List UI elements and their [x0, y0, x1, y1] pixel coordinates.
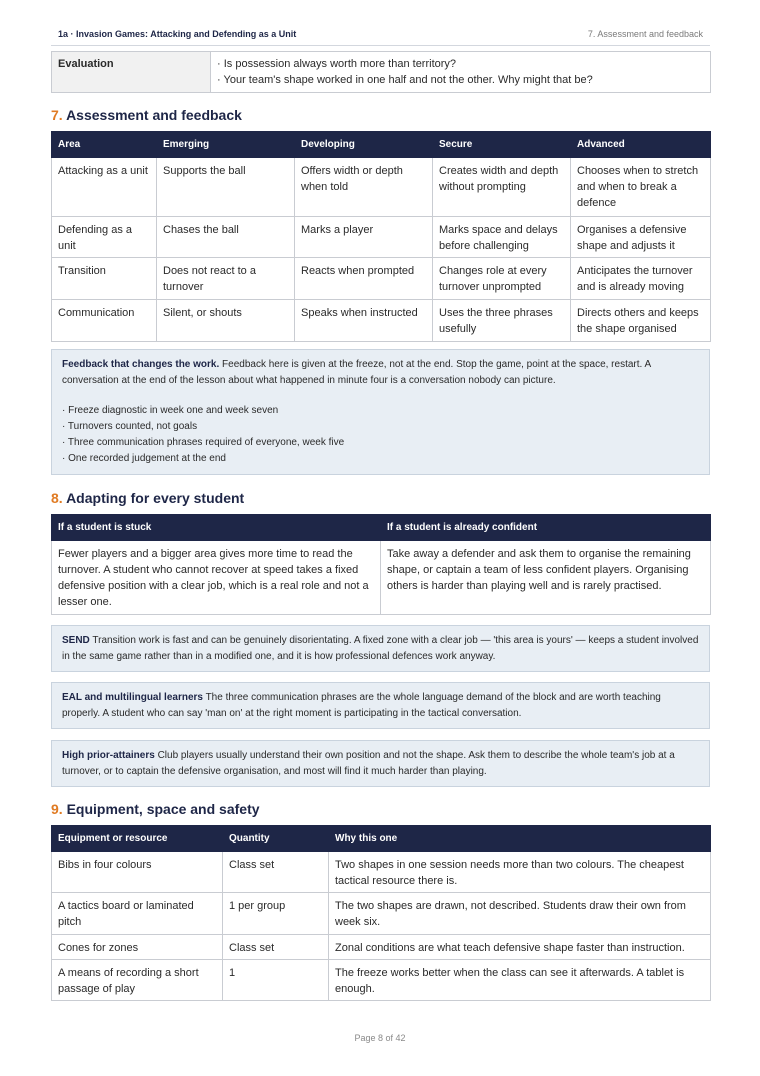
section-heading-assessment [51, 107, 242, 123]
feedback-callout [51, 349, 710, 475]
column-header: If a student is already confident [381, 515, 711, 541]
table-cell: Supports the ball [157, 158, 295, 217]
table-cell: Reacts when prompted [295, 258, 433, 300]
list-item: · One recorded judgement at the end [62, 453, 226, 464]
send-callout [51, 625, 710, 672]
table-cell: The freeze works better when the class can see it afterwards. A tablet is enough. [329, 960, 711, 1001]
list-item: · Three communication phrases required of everyone, week five [62, 437, 345, 448]
feedback-paragraph [62, 357, 699, 389]
list-item: · Freeze diagnostic in week one and week seven [62, 405, 279, 416]
header-divider [51, 45, 710, 46]
evaluation-label: Evaluation [52, 52, 211, 93]
table-row [52, 158, 711, 217]
column-header: Quantity [223, 826, 329, 852]
running-header-section: 7. Assessment and feedback [587, 29, 703, 39]
evaluation-content [211, 52, 711, 93]
table-row [52, 541, 711, 615]
table-row [52, 300, 711, 342]
evaluation-question: · Your team's shape worked in one half and not the other. Why might that be? [217, 74, 593, 86]
section-heading-equipment [51, 801, 260, 817]
callout-text: Club players usually understand their own position and not the shape. Ask them to describe the whole team's job at a turnover, or to captain the defensive organisation, and most will find it much harder than playing. [62, 750, 675, 777]
table-cell: Cones for zones [52, 935, 223, 960]
table-row [52, 258, 711, 300]
column-header: Emerging [157, 132, 295, 158]
table-row [52, 52, 711, 93]
table-cell: Chooses when to stretch and when to break a defence [571, 158, 711, 217]
high-attainers-callout [51, 740, 710, 787]
table-row [52, 852, 711, 893]
evaluation-question: · Is possession always worth more than territory? [217, 58, 457, 70]
table-cell: Chases the ball [157, 217, 295, 258]
section-number: 8. [51, 490, 63, 506]
section-title: Assessment and feedback [66, 107, 242, 123]
table-header-row [52, 132, 711, 158]
section-heading-adapting [51, 490, 244, 506]
adapting-table [51, 514, 711, 615]
column-header: Advanced [571, 132, 711, 158]
table-cell: Two shapes in one session needs more than two colours. The cheapest tactical resource there is. [329, 852, 711, 893]
table-cell: Speaks when instructed [295, 300, 433, 342]
column-header: Equipment or resource [52, 826, 223, 852]
table-cell: Creates width and depth without prompting [433, 158, 571, 217]
table-cell: Uses the three phrases usefully [433, 300, 571, 342]
callout-lead: High prior-attainers [62, 750, 155, 761]
table-cell: Changes role at every turnover unprompted [433, 258, 571, 300]
table-cell: Zonal conditions are what teach defensive shape faster than instruction. [329, 935, 711, 960]
column-header: Secure [433, 132, 571, 158]
table-row [52, 935, 711, 960]
section-title: Equipment, space and safety [66, 801, 260, 817]
column-header: If a student is stuck [52, 515, 381, 541]
callout-lead: EAL and multilingual learners [62, 692, 203, 703]
table-cell: Class set [223, 852, 329, 893]
callout-lead: SEND [62, 635, 90, 646]
table-cell: Offers width or depth when told [295, 158, 433, 217]
table-row [52, 960, 711, 1001]
section-number: 9. [51, 801, 63, 817]
callout-text: The three communication phrases are the whole language demand of the block and are worth teaching properly. A student who can say 'man on' at the right moment is participating in the tactical conversation. [62, 692, 661, 719]
eal-callout [51, 682, 710, 729]
table-cell: Does not react to a turnover [157, 258, 295, 300]
column-header: Why this one [329, 826, 711, 852]
table-cell: Take away a defender and ask them to organise the remaining shape, or captain a team of less confident players. Organising others is harder than playing well and is rarely practised. [381, 541, 711, 615]
table-cell: 1 [223, 960, 329, 1001]
table-cell: 1 per group [223, 893, 329, 935]
table-cell: Transition [52, 258, 157, 300]
column-header: Area [52, 132, 157, 158]
table-row [52, 893, 711, 935]
evaluation-table [51, 51, 711, 93]
table-cell: Class set [223, 935, 329, 960]
table-cell: Marks a player [295, 217, 433, 258]
callout-lead: Feedback that changes the work. [62, 359, 220, 370]
table-cell: A tactics board or laminated pitch [52, 893, 223, 935]
assessment-table [51, 131, 711, 342]
page-number: Page 8 of 42 [354, 1033, 406, 1043]
section-number: 7. [51, 107, 63, 123]
column-header: Developing [295, 132, 433, 158]
table-cell: Defending as a unit [52, 217, 157, 258]
list-item: · Turnovers counted, not goals [62, 421, 198, 432]
table-header-row [52, 515, 711, 541]
table-cell: Marks space and delays before challenging [433, 217, 571, 258]
section-title: Adapting for every student [66, 490, 245, 506]
table-cell: Communication [52, 300, 157, 342]
table-cell: Organises a defensive shape and adjusts it [571, 217, 711, 258]
running-header [51, 29, 710, 43]
table-cell: Fewer players and a bigger area gives more time to read the turnover. A student who cannot recover at speed takes a fixed defensive position with a clear job, which is a real role and not a lesser one. [52, 541, 381, 615]
table-cell: The two shapes are drawn, not described. Students draw their own from week six. [329, 893, 711, 935]
callout-text: Transition work is fast and can be genuinely disorientating. A fixed zone with a clear job — 'this area is yours' — keeps a student involved in the same game rather than in a modified one, and it is how professional defences work anyway. [62, 635, 699, 662]
table-cell: Bibs in four colours [52, 852, 223, 893]
table-cell: A means of recording a short passage of play [52, 960, 223, 1001]
equipment-table [51, 825, 711, 1001]
table-cell: Silent, or shouts [157, 300, 295, 342]
table-row [52, 217, 711, 258]
table-header-row [52, 826, 711, 852]
table-cell: Anticipates the turnover and is already moving [571, 258, 711, 300]
table-cell: Attacking as a unit [52, 158, 157, 217]
callout-text: Feedback here is given at the freeze, not at the end. Stop the game, point at the space, restart. A conversation at the end of the lesson about what happened in minute four is a conversation nobody can picture. [62, 359, 651, 386]
running-header-title: 1a · Invasion Games: Attacking and Defending as a Unit [58, 29, 297, 39]
table-cell: Directs others and keeps the shape organised [571, 300, 711, 342]
